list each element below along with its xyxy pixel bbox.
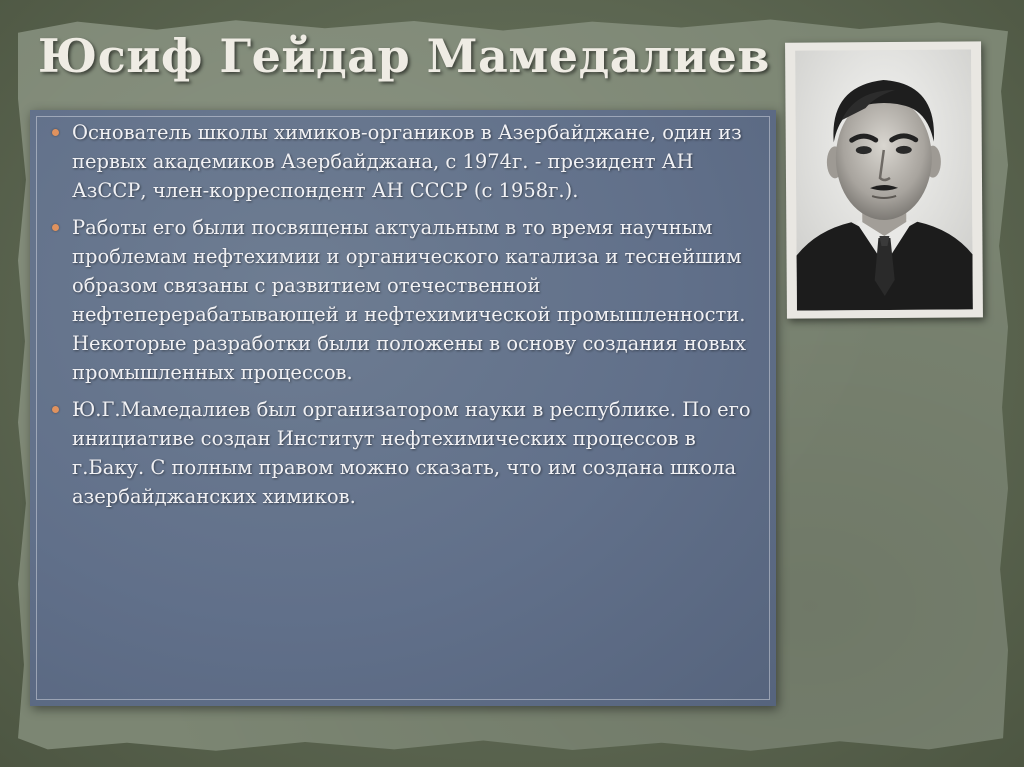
bullet-text: Ю.Г.Мамедалиев был организатором науки в республике. По его инициативе создан Институт нефтехимических процессов в г.Баку. С полным правом можно сказать, что им создана школа азербайджанских химиков. [72, 398, 751, 508]
bullet-item [44, 395, 756, 511]
bullet-list [44, 118, 756, 519]
bullet-dot-icon [52, 129, 59, 136]
bullet-item [44, 213, 756, 387]
bullet-dot-icon [52, 406, 59, 413]
bullet-dot-icon [52, 224, 59, 231]
bullet-text: Работы его были посвящены актуальным в то время научным проблемам нефтехимии и органического катализа и теснейшим образом связаны с развитием отечественной нефтеперерабатывающей и нефтехимической промышленности. Некоторые разработки были положены в основу создания новых промышленных процессов. [72, 216, 747, 384]
bullet-item [44, 118, 756, 205]
slide-title: Юсиф Гейдар Мамедалиев [38, 29, 770, 83]
portrait-frame [785, 41, 983, 318]
portrait-photo-icon [795, 49, 973, 310]
bullet-text: Основатель школы химиков-органиков в Азербайджане, один из первых академиков Азербайджана, с 1974г. - президент АН АзССР, член-корреспондент АН СССР (с 1958г.). [72, 121, 742, 202]
content-box [30, 110, 776, 706]
